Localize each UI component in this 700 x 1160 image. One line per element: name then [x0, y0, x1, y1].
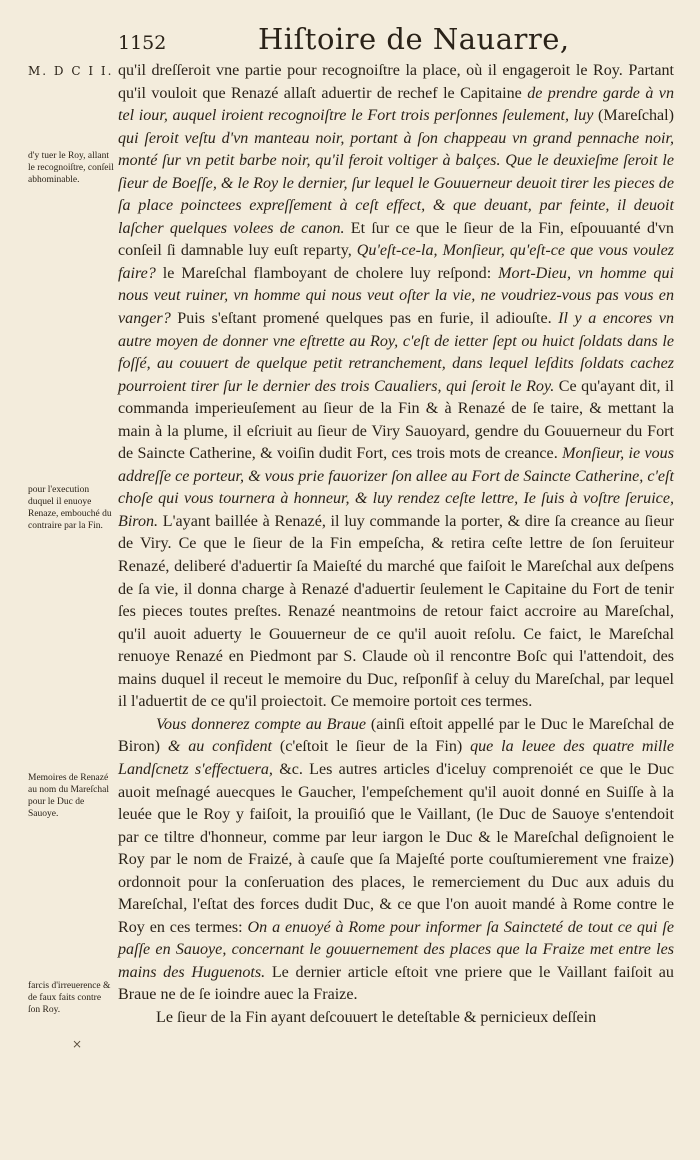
margin-mark: × [72, 1037, 83, 1051]
page-header [0, 18, 700, 58]
text-run: Le dernier article eſtoit vne priere que le Vaillant faiſoit au Braue ne de ſe ioindre auec la Fraize. [118, 963, 674, 1004]
margin-note: Memoires de Renazé au nom du Mareſchal pour le Duc de Sauoye. [28, 773, 109, 819]
paragraph [118, 60, 674, 714]
italic-text: de prendre garde à vn tel iour, auquel iroient recognoiſtre le Fort trois perſonnes ſeulement, luy [118, 84, 674, 125]
paragraph [118, 1007, 674, 1030]
italic-text: & au confident [167, 738, 273, 756]
text-run: Puis s'eſtant promené quelques pas en furie, il adiouſte. [170, 310, 559, 328]
margin-note: pour l'execution duquel il enuoye Renaze, embouché du contraire par la Fin. [28, 485, 112, 531]
italic-text: que la leuee des quatre mille Landſcnetz s'effectuera, [118, 738, 674, 778]
body-text [118, 60, 674, 1030]
text-run: &c. Les autres articles d'iceluy comprenoiét ce que le Duc auoit meſnagé auecques le Gaucher, l'empeſchement qu'il auoit donné en Suiſſe à la leuée que le Roy y faiſoit, la prouiſió que le Vaillant, (le Duc de Sauoye s'entendoit par ce tiltre d'honneur, comme par leur iargon le Duc & le Mareſchal deſignoient le Roy par le nom de Fraizé, à cauſe que ſa Majeſté porte couſtumierement vne fraize) ordonnoit pour la conſeruation des places, le remerciement du Duc aux aduis du Mareſchal, l'eſtat des forces dudit Duc, & ce que l'on auoit mandé à Rome contre le Roy en ces termes: [118, 760, 674, 936]
text-run: (c'eſtoit le ſieur de la Fin) [272, 738, 471, 756]
text-run: le Mareſchal flamboyant de cholere luy reſpond: [155, 264, 499, 282]
italic-text: Vous donnerez compte au Braue [156, 715, 367, 733]
text-run: (ainſi eſtoit appellé par le Duc le Mareſchal de Biron) [118, 715, 674, 756]
margin-note: d'y tuer le Roy, allant le recognoiſtre, conſeil abhominable. [28, 151, 114, 185]
page-number: 1152 [118, 32, 167, 54]
year-marker: M. D C I I. [28, 64, 114, 78]
italic-text: Mort-Dieu, vn homme qui nous veut ruiner, vn homme qui nous veut oſter la vie, ne voudriez-vous pas vous en vanger? [118, 264, 674, 328]
italic-text: Monſieur, ie vous addreſſe ce porteur, & vous prie fauorizer ſon allee au Fort de Saincte Catherine, c'eſt choſe qui vous tournera à honneur, & luy rendez ceſte lettre, Ie ſuis à voſtre ſeruice, Biron. [118, 445, 674, 530]
text-run: L'ayant baillée à Renazé, il luy commande la porter, & dire ſa creance au ſieur de Viry. Ce que le ſieur de la Fin empeſcha, & retira ceſte lettre de ſon ſeruiteur Renazé, deliberé d'aduertir ſa Maieſté du marché que faiſoit le Mareſchal aux deſpens de ſa vie, il donna charge à Renazé d'aduertir ſeulement le Capitaine du Fort de tenir ſes pieces toutes preſtes. Renazé neantmoins de retour faict accroire au Mareſchal, qu'il auoit aduerty le Gouuerneur de ce qu'il auoit reſolu. Ce faict, le Mareſchal renuoye Renazé en Piedmont par S. Claude où il rencontre Boſc qui l'attendoit, des mains duquel il receut le memoire du Duc, reſponſif à celuy du Mareſchal, par lequel il l'aduertit de ce qu'il proiectoit. Ce memoire portoit ces termes. [118, 512, 674, 711]
text-run: Le ſieur de la Fin ayant deſcouuert le deteſtable & pernicieux deſſein [156, 1008, 597, 1026]
italic-text: On a enuoyé à Rome pour informer ſa Saincteté de tout ce qui ſe paſſe en Sauoye, concernant le gouuernement des places que la Fraize met entre les mains des Huguenots. [118, 918, 675, 981]
paragraph [118, 714, 674, 1007]
italic-text: qui ſeroit veſtu d'vn manteau noir, portant à ſon chappeau vn grand pennache noir, monté ſur vn petit barbe noir, qu'il feroit voltiger à balçes. Que le deuxieſme ſeroit le ſieur de Boeſſe, & le Roy le dernier, ſur lequel le Gouuerneur deuoit tirer les pieces de ſa place poinctees expreſſement à ceſt effect, & que deuant, par feinte, il deuoit laſcher quelques volees de canon. [118, 129, 674, 237]
italic-text: Qu'eſt-ce-la, Monſieur, qu'eſt-ce que vous voulez faire? [118, 242, 674, 282]
text-run: (Mareſchal) [593, 107, 674, 125]
text-run: Ce qu'ayant dit, il commanda imperieuſement au ſieur de la Fin & à Renazé de ſe taire, & mettant la main à la plume, il eſcriuit au ſieur de Viry Sauoyard, gendre du Gouuerneur du Fort de Saincte Catherine, & voiſin dudit Fort, ces trois mots de creance. [118, 377, 674, 463]
text-run: qu'il dreſſeroit vne partie pour recognoiſtre la place, où il engageroit le Roy. Partant qu'il vouloit que Renazé allaſt aduertir de rechef le Capitaine [118, 62, 674, 102]
italic-text: Il y a encores vn autre moyen de donner vne eſtrette au Roy, c'eſt de ietter ſept ou huict ſoldats dans le foſſé, au couuert de quelque petit retranchement, dans lequel leſdits ſoldats cachez pourroient tirer ſur le dernier des trois Caualiers, qui ſeroit le Roy. [118, 310, 674, 395]
running-title: Hiſtoire de Nauarre, [258, 22, 570, 56]
margin-note: farcis d'irreuerence & de faux faits contre ſon Roy. [28, 981, 111, 1015]
text-run: Et ſur ce que le ſieur de la Fin, eſpouuanté d'vn conſeil ſi damnable luy euſt reparty, [118, 219, 674, 260]
